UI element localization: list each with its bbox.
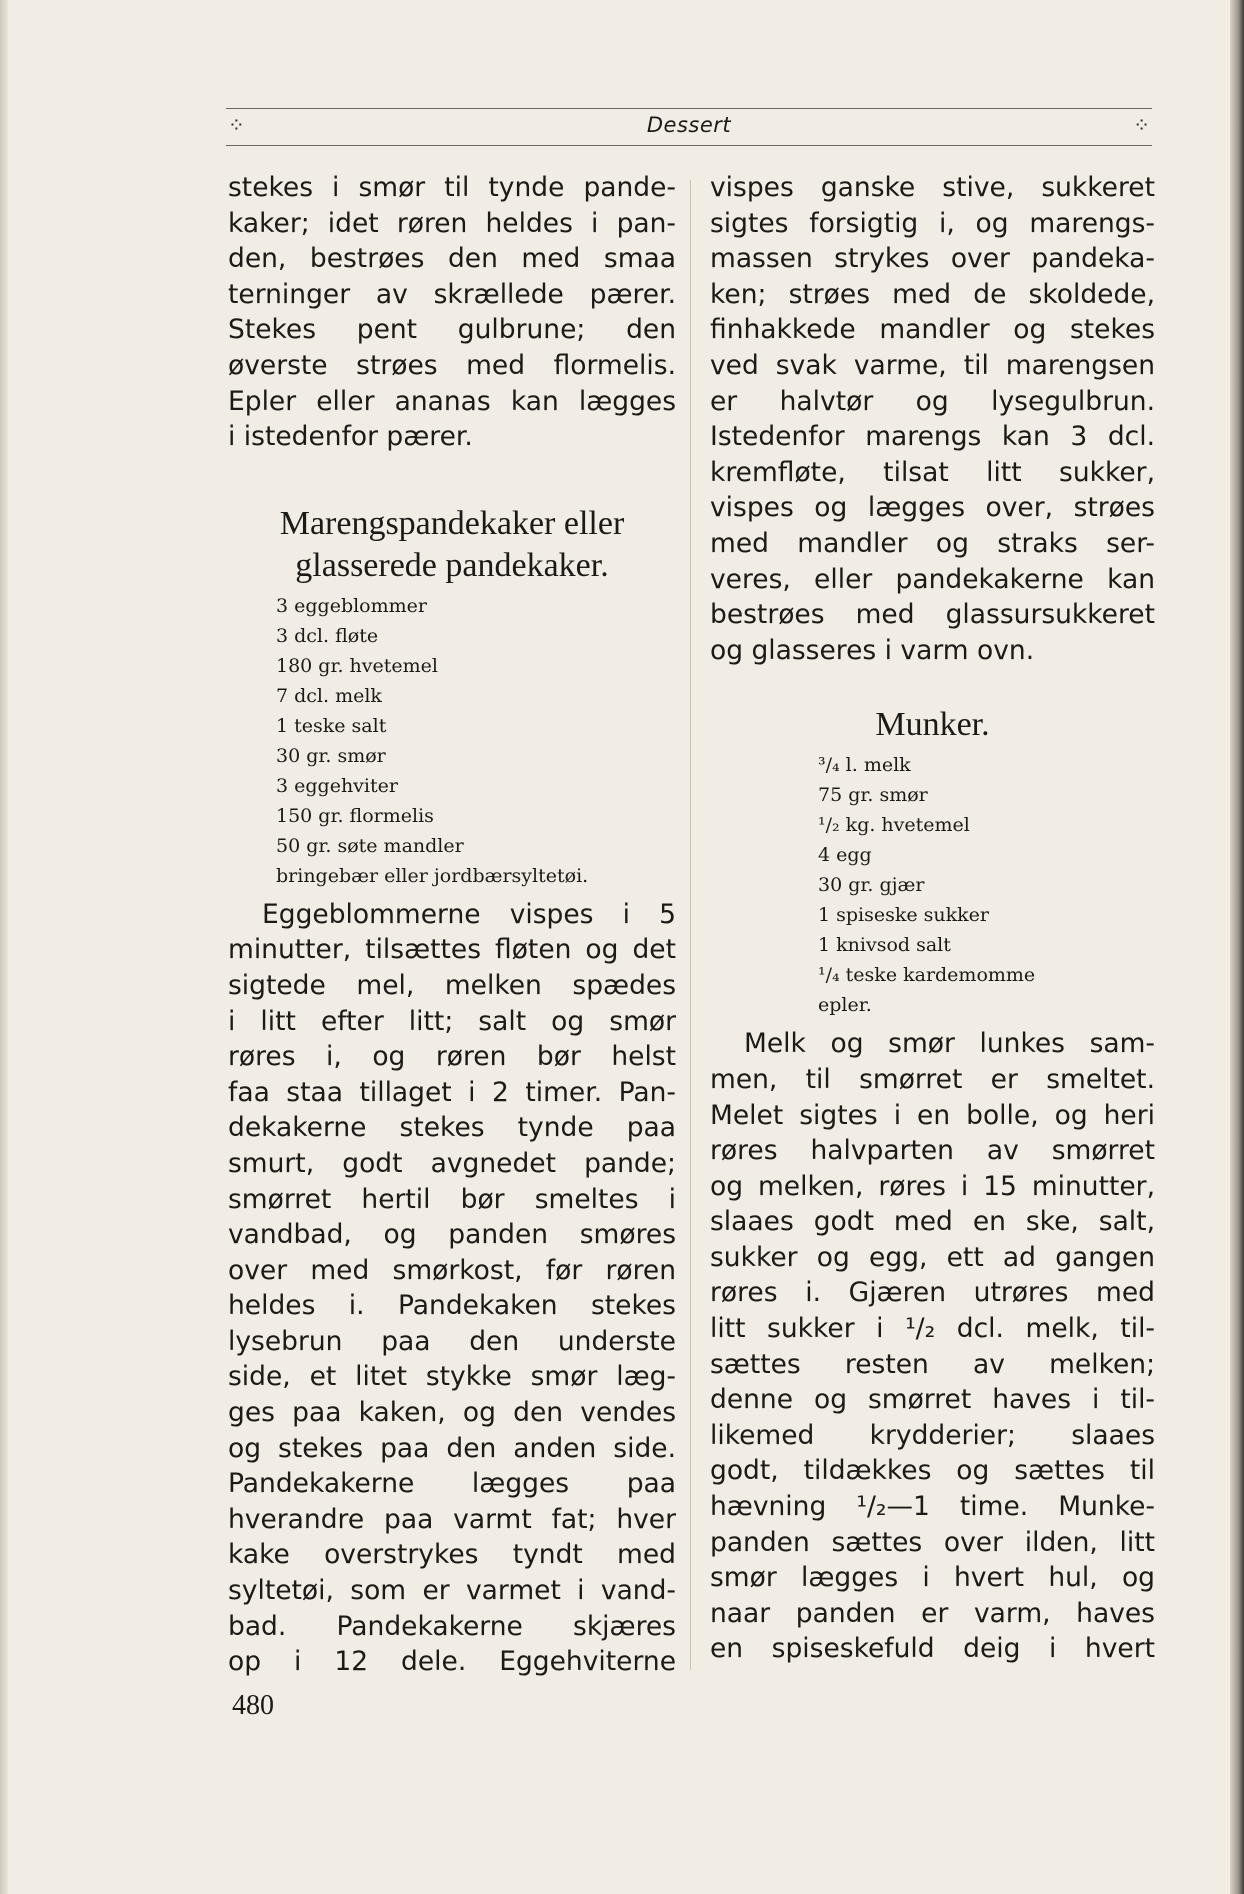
text-line: den, bestrøes den med smaa <box>228 243 676 275</box>
text-line: hævning ¹/₂—1 time. Munke- <box>710 1491 1155 1523</box>
text-line: kake overstrykes tyndt med <box>228 1539 676 1571</box>
recipe-title-line: glasserede pandekaker. <box>295 546 609 584</box>
text-line: dekakerne stekes tynde paa <box>228 1112 676 1144</box>
text-line: røres halvparten av smørret <box>710 1135 1155 1167</box>
text-line: en spiseskefuld deig i hvert <box>710 1633 1155 1665</box>
text-line: syltetøi, som er varmet i vand- <box>228 1575 676 1607</box>
ingredient-item: bringebær eller jordbærsyltetøi. <box>276 864 589 887</box>
text-line: finhakkede mandler og stekes <box>710 314 1155 346</box>
text-line: minutter, tilsættes fløten og det <box>228 934 676 966</box>
ingredient-item: 180 gr. hvetemel <box>276 654 438 677</box>
text-line: smør lægges i hvert hul, og <box>710 1562 1155 1594</box>
text-line: Stekes pent gulbrune; den <box>228 314 676 346</box>
text-line: Epler eller ananas kan lægges <box>228 385 676 417</box>
text-line: naar panden er varm, haves <box>710 1597 1155 1629</box>
left-column <box>228 170 676 1680</box>
text-line: slaaes godt med en ske, salt, <box>710 1206 1155 1238</box>
recipe-title-munker: Munker. <box>875 706 990 744</box>
text-line: og melken, røres i 15 minutter, <box>710 1170 1155 1202</box>
text-line: øverste strøes med flormelis. <box>228 349 676 381</box>
text-line: over med smørkost, før røren <box>228 1254 676 1286</box>
text-line: Melk og smør lunkes sam- <box>744 1028 1155 1060</box>
ingredient-item: ³/₄ l. melk <box>818 754 911 777</box>
text-line: Istedenfor marengs kan 3 dcl. <box>710 421 1155 453</box>
ingredient-item: 1 spiseske sukker <box>818 904 989 927</box>
text-line: vispes og lægges over, strøes <box>710 492 1155 524</box>
ingredient-item: 1 knivsod salt <box>818 934 951 957</box>
ingredient-item: epler. <box>818 994 872 1017</box>
text-line: panden sættes over ilden, litt <box>710 1526 1155 1558</box>
text-line: Melet sigtes i en bolle, og heri <box>710 1099 1155 1131</box>
method-paragraph <box>710 1026 1155 1667</box>
text-line: godt, tildækkes og sættes til <box>710 1455 1155 1487</box>
text-line: smørret hertil bør smeltes i <box>228 1183 676 1215</box>
text-line: ved svak varme, til marengsen <box>710 349 1155 381</box>
text-line: veres, eller pandekakerne kan <box>710 563 1155 595</box>
text-line: røres i. Gjæren utrøres med <box>710 1277 1155 1309</box>
ingredient-item: 4 egg <box>818 844 872 867</box>
text-line: i istedenfor pærer. <box>228 421 473 453</box>
ingredient-list <box>276 591 676 891</box>
ingredient-item: 30 gr. gjær <box>818 874 925 897</box>
text-line: sigtes forsigtig i, og marengs- <box>710 207 1155 239</box>
text-line: vispes ganske stive, sukkeret <box>710 172 1155 203</box>
text-line: og stekes paa den anden side. <box>228 1432 676 1464</box>
text-line: bestrøes med glassursukkeret <box>710 599 1155 631</box>
method-paragraph <box>228 897 676 1680</box>
text-line: faa staa tillaget i 2 timer. Pan- <box>228 1076 676 1108</box>
column-divider <box>690 180 691 1670</box>
text-line: ges paa kaken, og den vendes <box>228 1397 676 1429</box>
text-line: vandbad, og panden smøres <box>228 1219 676 1251</box>
text-line: Pandekakerne lægges paa <box>228 1468 676 1500</box>
ornament-right-icon: ⁘ <box>1133 113 1150 137</box>
ornament-left-icon: ⁘ <box>228 113 245 137</box>
ingredient-item: 30 gr. smør <box>276 744 386 767</box>
text-line: kremfløte, tilsat litt sukker, <box>710 456 1155 488</box>
ingredient-item: ¹/₄ teske kardemomme <box>818 964 1036 987</box>
text-line: røres i, og røren bør helst <box>228 1041 676 1073</box>
text-line: likemed krydderier; slaaes <box>710 1419 1155 1451</box>
text-line: terninger av skrællede pærer. <box>228 278 676 310</box>
text-line: med mandler og straks ser- <box>710 527 1155 559</box>
text-line: kaker; idet røren heldes i pan- <box>228 207 676 239</box>
running-header-title: Dessert <box>646 113 732 137</box>
ingredient-item: 7 dcl. melk <box>276 684 382 707</box>
text-line: sukker og egg, ett ad gangen <box>710 1241 1155 1273</box>
ingredient-list <box>818 750 1155 1020</box>
text-line: smurt, godt avgnedet pande; <box>228 1147 676 1179</box>
page-edge-right <box>1230 0 1244 1894</box>
text-line: men, til smørret er smeltet. <box>710 1063 1155 1095</box>
ingredient-item: 3 dcl. fløte <box>276 624 379 647</box>
text-line: lysebrun paa den underste <box>228 1325 676 1357</box>
text-line: hverandre paa varmt fat; hver <box>228 1503 676 1535</box>
page-number: 480 <box>232 1690 274 1721</box>
text-line: litt sukker i ¹/₂ dcl. melk, til- <box>710 1313 1155 1345</box>
intro-paragraph <box>228 170 676 455</box>
recipe-title-line: Marengspandekaker eller <box>279 504 625 542</box>
ingredient-item: 150 gr. flormelis <box>276 804 434 827</box>
text-line: stekes i smør til tynde pande- <box>228 172 676 203</box>
text-line: massen strykes over pandeka- <box>710 243 1155 275</box>
running-header <box>226 108 1152 146</box>
ingredient-item: ¹/₂ kg. hvetemel <box>818 814 970 837</box>
ingredient-item: 3 eggehviter <box>276 774 398 797</box>
ingredient-item: 1 teske salt <box>276 714 387 737</box>
text-line: og glasseres i varm ovn. <box>710 634 1035 666</box>
text-line: i litt efter litt; salt og smør <box>228 1005 676 1037</box>
text-line: ken; strøes med de skoldede, <box>710 278 1155 310</box>
text-line: Eggeblommerne vispes i 5 <box>262 898 676 930</box>
continuation-paragraph <box>710 170 1155 668</box>
text-line: er halvtør og lysegulbrun. <box>710 385 1155 417</box>
text-line: denne og smørret haves i til- <box>710 1384 1155 1416</box>
text-line: bad. Pandekakerne skjæres <box>228 1610 676 1642</box>
page-edge-left <box>0 0 8 1894</box>
text-line: heldes i. Pandekaken stekes <box>228 1290 676 1322</box>
ingredient-item: 3 eggeblommer <box>276 594 427 617</box>
right-column <box>710 170 1155 1667</box>
recipe-title-marengspandekaker <box>228 503 676 587</box>
ingredient-item: 75 gr. smør <box>818 784 928 807</box>
text-line: sættes resten av melken; <box>710 1348 1155 1380</box>
text-line: sigtede mel, melken spædes <box>228 969 676 1001</box>
ingredient-item: 50 gr. søte mandler <box>276 834 464 857</box>
text-line: op i 12 dele. Eggehviterne <box>228 1646 676 1678</box>
text-line: side, et litet stykke smør læg- <box>228 1361 676 1393</box>
